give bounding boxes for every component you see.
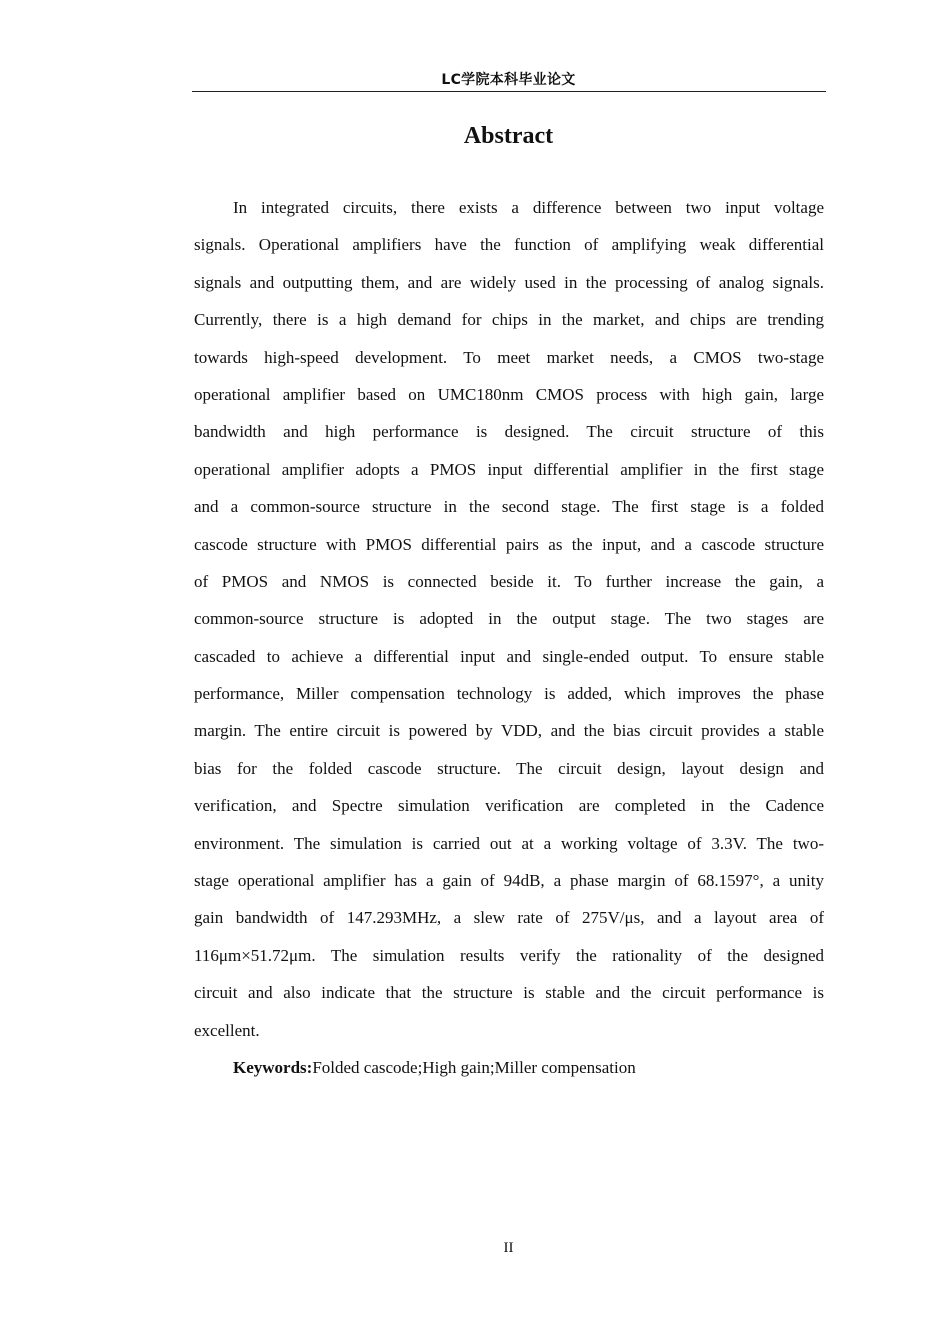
text-line: bias for the folded cascode structure. The circuit design, layout design and xyxy=(194,758,824,778)
abstract-body xyxy=(194,189,824,1086)
text-line: cascaded to achieve a differential input and single-ended output. To ensure stable xyxy=(194,646,824,666)
abstract-paragraph xyxy=(194,189,824,1049)
text-line: towards high-speed development. To meet market needs, a CMOS two-stage xyxy=(194,347,824,367)
keywords-text: Folded cascode;High gain;Miller compensation xyxy=(312,1057,636,1077)
text-line: signals. Operational amplifiers have the function of amplifying weak differential xyxy=(194,235,824,255)
text-line: and a common-source structure in the second stage. The first stage is a folded xyxy=(194,497,824,517)
keywords-label: Keywords: xyxy=(233,1057,313,1077)
text-line: Currently, there is a high demand for chips in the market, and chips are trending xyxy=(194,310,824,330)
text-line: bandwidth and high performance is designed. The circuit structure of this xyxy=(194,422,824,442)
page-title: Abstract xyxy=(463,123,554,149)
text-line: of PMOS and NMOS is connected beside it. To further increase the gain, a xyxy=(194,571,824,591)
text-line: common-source structure is adopted in the output stage. The two stages are xyxy=(194,609,824,629)
page-number: II xyxy=(503,1240,514,1256)
keywords-line xyxy=(194,1049,824,1086)
text-line: signals and outputting them, and are widely used in the processing of analog signals. xyxy=(194,272,824,292)
text-line: circuit and also indicate that the structure is stable and the circuit performance is xyxy=(194,983,824,1003)
text-line: gain bandwidth of 147.293MHz, a slew rate of 275V/μs, and a layout area of xyxy=(194,908,824,928)
text-line: verification, and Spectre simulation verification are completed in the Cadence xyxy=(194,796,824,816)
text-line: excellent. xyxy=(194,1020,260,1040)
text-line: In integrated circuits, there exists a difference between two input voltage xyxy=(233,198,824,217)
text-line: stage operational amplifier has a gain of 94dB, a phase margin of 68.1597°, a unity xyxy=(194,871,824,891)
text-line: operational amplifier based on UMC180nm CMOS process with high gain, large xyxy=(194,384,824,404)
running-header: LC学院本科毕业论文 xyxy=(441,72,576,88)
text-line: 116μm×51.72μm. The simulation results verify the rationality of the designed xyxy=(194,945,824,965)
header-divider xyxy=(192,91,826,92)
text-line: environment. The simulation is carried out at a working voltage of 3.3V. The two- xyxy=(194,833,824,853)
text-line: cascode structure with PMOS differential pairs as the input, and a cascode structure xyxy=(194,534,824,554)
text-line: performance, Miller compensation technology is added, which improves the phase xyxy=(194,684,824,704)
text-line: margin. The entire circuit is powered by VDD, and the bias circuit provides a stable xyxy=(194,721,824,741)
text-line: operational amplifier adopts a PMOS input differential amplifier in the first stage xyxy=(194,459,824,479)
